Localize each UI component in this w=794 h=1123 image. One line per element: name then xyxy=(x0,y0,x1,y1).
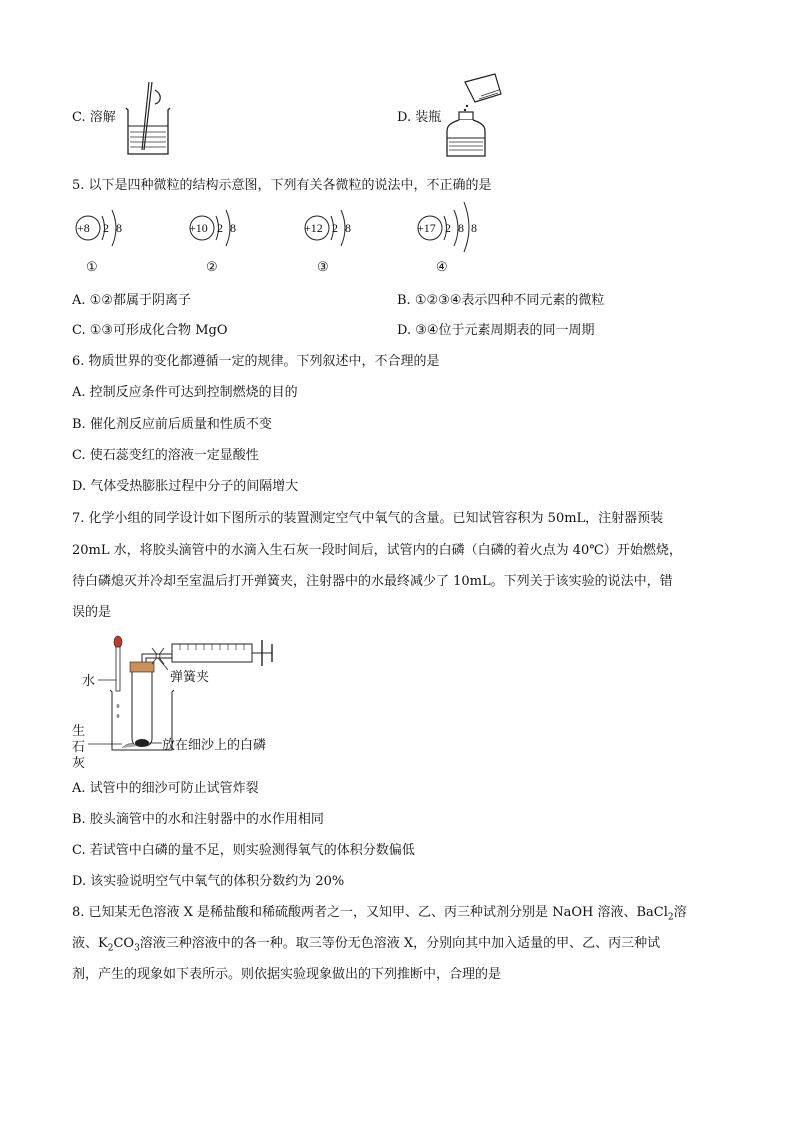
particle-label: ④ xyxy=(436,260,448,275)
q4-option-c: C. 溶解 xyxy=(72,110,116,125)
q6-option-b: B. 催化剂反应前后质量和性质不变 xyxy=(72,417,272,432)
shell-electrons: 2 8 xyxy=(103,221,124,235)
nucleus-charge: +8 xyxy=(77,221,90,235)
particle-label: ① xyxy=(86,260,98,275)
q7-option-d: D. 该实验说明空气中氧气的体积分数约为 20% xyxy=(72,874,345,889)
q6-option-a: A. 控制反应条件可达到控制燃烧的目的 xyxy=(72,385,298,400)
particle-diagram-2 xyxy=(186,196,256,276)
label-water: 水 xyxy=(82,674,96,689)
bottling-icon xyxy=(443,72,503,158)
shell-electrons: 2 8 xyxy=(217,221,238,235)
nucleus-charge: +17 xyxy=(417,221,436,235)
q7-stem-line1: 7. 化学小组的同学设计如下图所示的装置测定空气中氧气的含量。已知试管容积为 50mL，注射器预装 xyxy=(72,511,664,526)
q7-apparatus-diagram xyxy=(72,630,292,770)
particle-label: ③ xyxy=(317,260,329,275)
label-spring-clamp: 弹簧夹 xyxy=(170,670,210,685)
shell-electrons: 2 8 8 xyxy=(445,221,479,235)
label-quicklime-2: 石 xyxy=(72,740,86,755)
q5-option-b: B. ①②③④表示四种不同元素的微粒 xyxy=(397,293,605,308)
q7-option-c: C. 若试管中白磷的量不足，则实验测得氧气的体积分数偏低 xyxy=(72,843,415,858)
dissolve-beaker-icon xyxy=(122,80,174,160)
q7-stem-line2: 20mL 水，将胶头滴管中的水滴入生石灰一段时间后，试管内的白磷（白磷的着火点为 40℃）开始燃烧， xyxy=(72,543,682,558)
q7-option-a: A. 试管中的细沙可防止试管炸裂 xyxy=(72,781,259,796)
q4-option-d: D. 装瓶 xyxy=(397,110,442,125)
label-white-phosphorus: 放在细沙上的白磷 xyxy=(162,738,267,753)
q8-stem-line2: 液、$K_2CO_3$溶液三种溶液中的各一种。取三等份无色溶液 X，分别向其中加入适量的甲、乙、丙三种试 xyxy=(72,936,661,954)
q7-option-b: B. 胶头滴管中的水和注射器中的水作用相同 xyxy=(72,812,324,827)
q5-option-d: D. ③④位于元素周期表的同一周期 xyxy=(397,323,595,338)
q6-option-c: C. 使石蕊变红的溶液一定显酸性 xyxy=(72,448,259,463)
q6-stem: 6. 物质世界的变化都遵循一定的规律。下列叙述中，不合理的是 xyxy=(72,354,440,369)
shell-electrons: 2 8 xyxy=(332,221,353,235)
q8-stem-line3: 剂，产生的现象如下表所示。则依据实验现象做出的下列推断中，合理的是 xyxy=(72,967,502,982)
particle-diagram-3 xyxy=(301,196,371,276)
particle-label: ② xyxy=(206,260,218,275)
particle-diagram-4 xyxy=(414,196,494,276)
nucleus-charge: +12 xyxy=(304,221,323,235)
q7-stem-line3: 待白磷熄灭并冷却至室温后打开弹簧夹，注射器中的水最终减少了 10mL。下列关于该实验的说法中，错 xyxy=(72,574,673,589)
q6-option-d: D. 气体受热膨胀过程中分子的间隔增大 xyxy=(72,479,299,494)
label-quicklime-3: 灰 xyxy=(72,756,86,771)
nucleus-charge: +10 xyxy=(189,221,208,235)
q7-stem-line4: 误的是 xyxy=(72,605,112,620)
q5-option-a: A. ①②都属于阴离子 xyxy=(72,293,191,308)
label-quicklime-1: 生 xyxy=(72,724,86,739)
q5-stem: 5. 以下是四种微粒的结构示意图，下列有关各微粒的说法中，不正确的是 xyxy=(72,178,492,193)
particle-diagram-1 xyxy=(72,196,142,276)
q8-stem-line1: 8. 已知某无色溶液 X 是稀盐酸和稀硫酸两者之一，又知甲、乙、丙三种试剂分别是 NaOH 溶液、BaCl$_2$溶 xyxy=(72,905,687,923)
q5-option-c: C. ①③可形成化合物 MgO xyxy=(72,323,228,338)
